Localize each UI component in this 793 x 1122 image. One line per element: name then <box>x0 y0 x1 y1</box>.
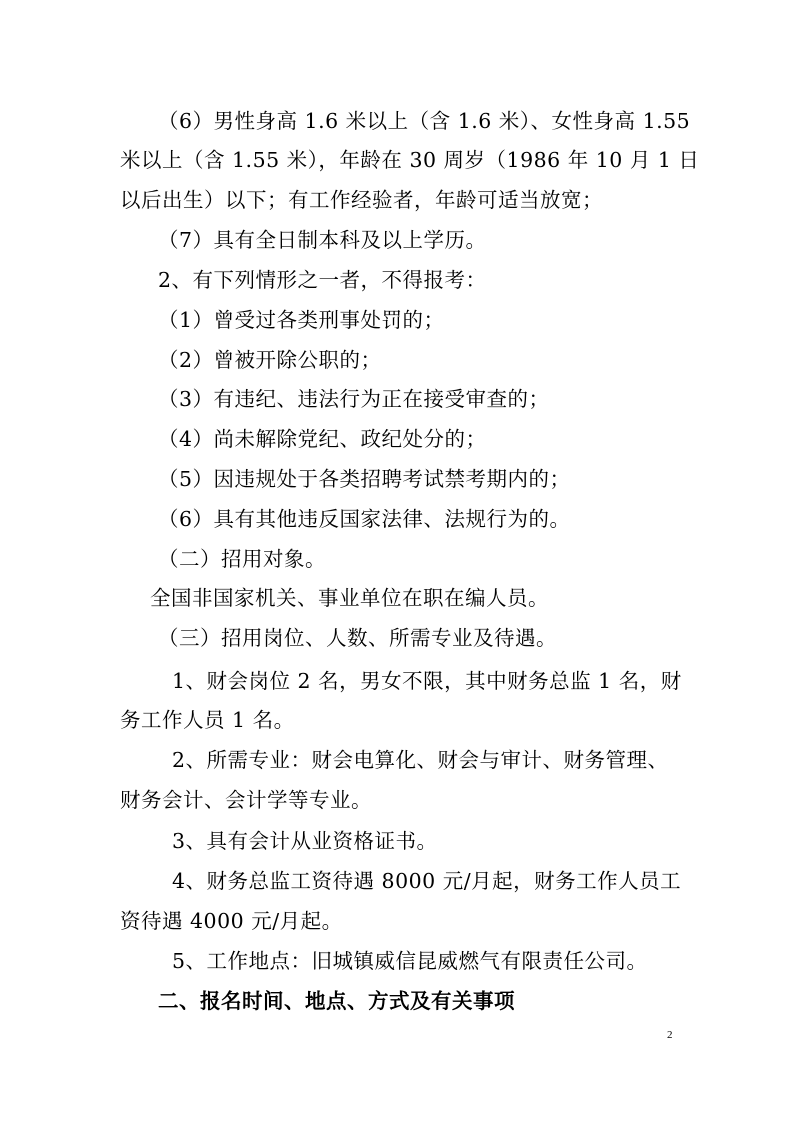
text-line: 4、财务总监工资待遇 8000 元/月起，财务工作人员工 <box>172 869 682 893</box>
text-line: 米以上（含 1.55 米），年龄在 30 周岁（1986 年 10 月 1 日 <box>120 148 700 172</box>
text-line: 1、财会岗位 2 名，男女不限，其中财务总监 1 名，财 <box>172 669 682 693</box>
text-line: 全国非国家机关、事业单位在职在编人员。 <box>150 586 549 610</box>
text-line: 以后出生）以下；有工作经验者，年龄可适当放宽； <box>120 188 603 212</box>
text-line: （3）有违纪、违法行为正在接受审查的； <box>158 387 550 411</box>
text-line: （5）因违规处于各类招聘考试禁考期内的； <box>158 467 571 491</box>
text-line: 2、有下列情形之一者，不得报考： <box>158 268 487 292</box>
text-line: （7）具有全日制本科及以上学历。 <box>158 228 487 252</box>
text-line: 财务会计、会计学等专业。 <box>120 788 372 812</box>
text-line: 5、工作地点：旧城镇威信昆威燃气有限责任公司。 <box>172 949 648 973</box>
text-line: （4）尚未解除党纪、政纪处分的； <box>158 427 487 451</box>
section-heading: （三）招用岗位、人数、所需专业及待遇。 <box>158 626 557 650</box>
text-line: 资待遇 4000 元/月起。 <box>120 909 343 933</box>
text-line: 2、所需专业：财会电算化、财会与审计、财务管理、 <box>172 748 669 772</box>
text-line: （6）具有其他违反国家法律、法规行为的。 <box>158 507 571 531</box>
text-line: （1）曾受过各类刑事处罚的； <box>158 308 445 332</box>
text-line: （2）曾被开除公职的； <box>158 348 382 372</box>
text-line: （6）男性身高 1.6 米以上（含 1.6 米）、女性身高 1.55 <box>158 109 691 133</box>
text-line: 3、具有会计从业资格证书。 <box>172 829 438 853</box>
text-line: 务工作人员 1 名。 <box>120 708 295 732</box>
page-number: 2 <box>667 1029 673 1041</box>
section-heading: （二）招用对象。 <box>158 547 326 571</box>
chapter-heading: 二、报名时间、地点、方式及有关事项 <box>158 989 515 1013</box>
